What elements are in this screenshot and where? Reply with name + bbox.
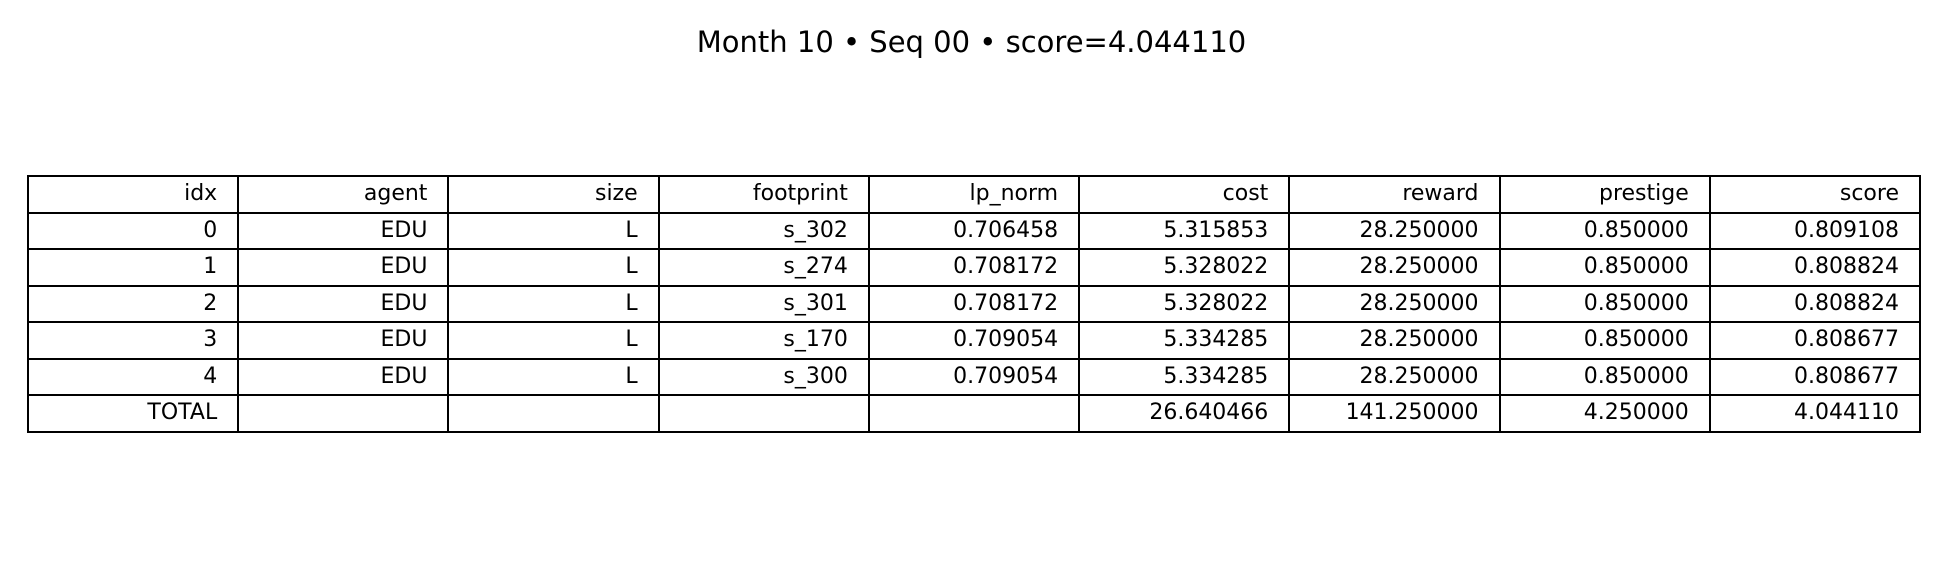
cell-lp-norm [869,395,1079,432]
table-row [28,213,1920,250]
cell-footprint: s_300 [659,359,869,396]
table-body [28,176,1920,432]
cell-prestige: 0.850000 [1500,322,1710,359]
cell-idx: 4 [28,359,238,396]
cell-footprint: s_274 [659,249,869,286]
cell-score: 0.808677 [1710,359,1920,396]
cell-lp-norm: 0.708172 [869,286,1079,323]
cell-prestige: 4.250000 [1500,395,1710,432]
cell-agent: EDU [238,359,448,396]
cell-size [448,395,658,432]
cell-score: 0.808824 [1710,286,1920,323]
cell-size: L [448,213,658,250]
cell-cost: 5.328022 [1079,249,1289,286]
cell-cost: 5.334285 [1079,322,1289,359]
cell-prestige: 0.850000 [1500,249,1710,286]
cell-score: 0.808677 [1710,322,1920,359]
cell-agent: EDU [238,213,448,250]
cell-idx: 2 [28,286,238,323]
results-table [27,175,1921,433]
cell-cost: 5.328022 [1079,286,1289,323]
cell-idx: 0 [28,213,238,250]
cell-size: L [448,322,658,359]
cell-idx: idx [28,176,238,213]
cell-reward: 28.250000 [1289,249,1499,286]
cell-lp-norm: 0.708172 [869,249,1079,286]
cell-idx: 3 [28,322,238,359]
cell-agent [238,395,448,432]
cell-size: L [448,286,658,323]
cell-footprint [659,395,869,432]
cell-score: score [1710,176,1920,213]
cell-agent: EDU [238,286,448,323]
cell-reward: 28.250000 [1289,322,1499,359]
cell-lp-norm: 0.709054 [869,359,1079,396]
table-row [28,322,1920,359]
cell-size: L [448,359,658,396]
cell-footprint: s_170 [659,322,869,359]
cell-idx: 1 [28,249,238,286]
cell-reward: 28.250000 [1289,359,1499,396]
cell-size: L [448,249,658,286]
cell-cost: 5.315853 [1079,213,1289,250]
cell-agent: EDU [238,249,448,286]
cell-cost: cost [1079,176,1289,213]
cell-prestige: 0.850000 [1500,213,1710,250]
cell-reward: 28.250000 [1289,286,1499,323]
cell-cost: 5.334285 [1079,359,1289,396]
cell-prestige: 0.850000 [1500,286,1710,323]
cell-reward: 141.250000 [1289,395,1499,432]
cell-cost: 26.640466 [1079,395,1289,432]
cell-agent: agent [238,176,448,213]
cell-agent: EDU [238,322,448,359]
cell-lp-norm: 0.709054 [869,322,1079,359]
total-row [28,395,1920,432]
cell-prestige: prestige [1500,176,1710,213]
cell-footprint: s_302 [659,213,869,250]
chart-title: Month 10 • Seq 00 • score=4.044110 [696,25,1247,59]
cell-score: 0.809108 [1710,213,1920,250]
cell-footprint: footprint [659,176,869,213]
header-row [28,176,1920,213]
cell-size: size [448,176,658,213]
table-row [28,286,1920,323]
cell-lp-norm: lp_norm [869,176,1079,213]
cell-score: 0.808824 [1710,249,1920,286]
cell-score: 4.044110 [1710,395,1920,432]
cell-footprint: s_301 [659,286,869,323]
table-row [28,359,1920,396]
cell-idx: TOTAL [28,395,238,432]
cell-prestige: 0.850000 [1500,359,1710,396]
cell-reward: reward [1289,176,1499,213]
cell-reward: 28.250000 [1289,213,1499,250]
cell-lp-norm: 0.706458 [869,213,1079,250]
table-row [28,249,1920,286]
